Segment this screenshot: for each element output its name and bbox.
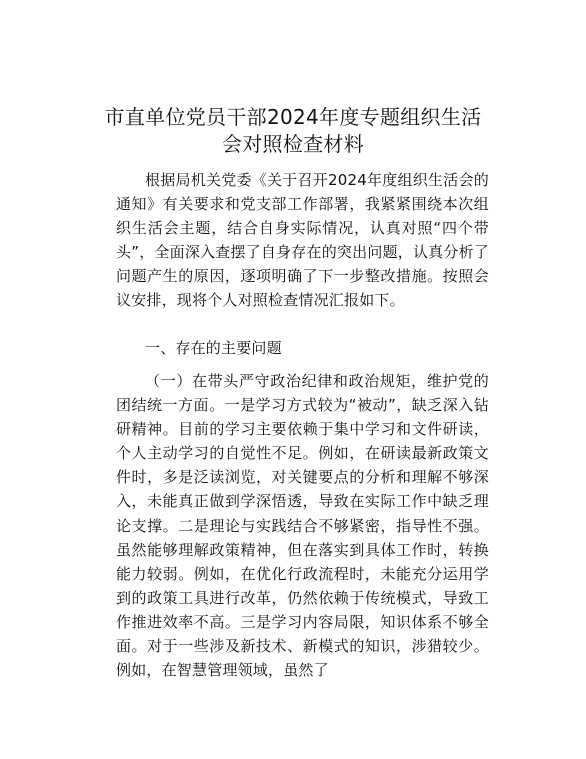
- document-title: 市直单位党员干部2024年度专题组织生活会对照检查材料: [104, 105, 482, 156]
- intro-paragraph: 根据局机关党委《关于召开2024年度组织生活会的通知》有关要求和党支部工作部署，我紧紧围绕本次组织生活会主题，结合自身实际情况，认真对照“四个带头”，全面深入查摆了自身存在的突出问题，认真分析了问题产生的原因，逐项明确了下一步整改措施。按照会议安排，现将个人对照检查情况汇报如下。: [116, 171, 489, 310]
- section-body-paragraph: （一）在带头严守政治纪律和政治规矩，维护党的团结统一方面。一是学习方式较为“被动”，缺乏深入钻研精神。目前的学习主要依赖于集中学习和文件研读，个人主动学习的自觉性不足。例如，在研读最新政策文件时，多是泛读浏览，对关键要点的分析和理解不够深入，未能真正做到学深悟透，导致在实际工作中缺乏理论支撑。二是理论与实践结合不够紧密，指导性不强。虽然能够理解政策精神，但在落实到具体工作时，转换能力较弱。例如，在优化行政流程时，未能充分运用学到的政策工具进行改革，仍然依赖于传统模式，导致工作推进效率不高。三是学习内容局限，知识体系不够全面。对于一些涉及新技术、新模式的知识，涉猎较少。例如，在智慧管理领域，虽然了: [116, 372, 489, 680]
- section-heading: 一、存在的主要问题: [145, 339, 282, 357]
